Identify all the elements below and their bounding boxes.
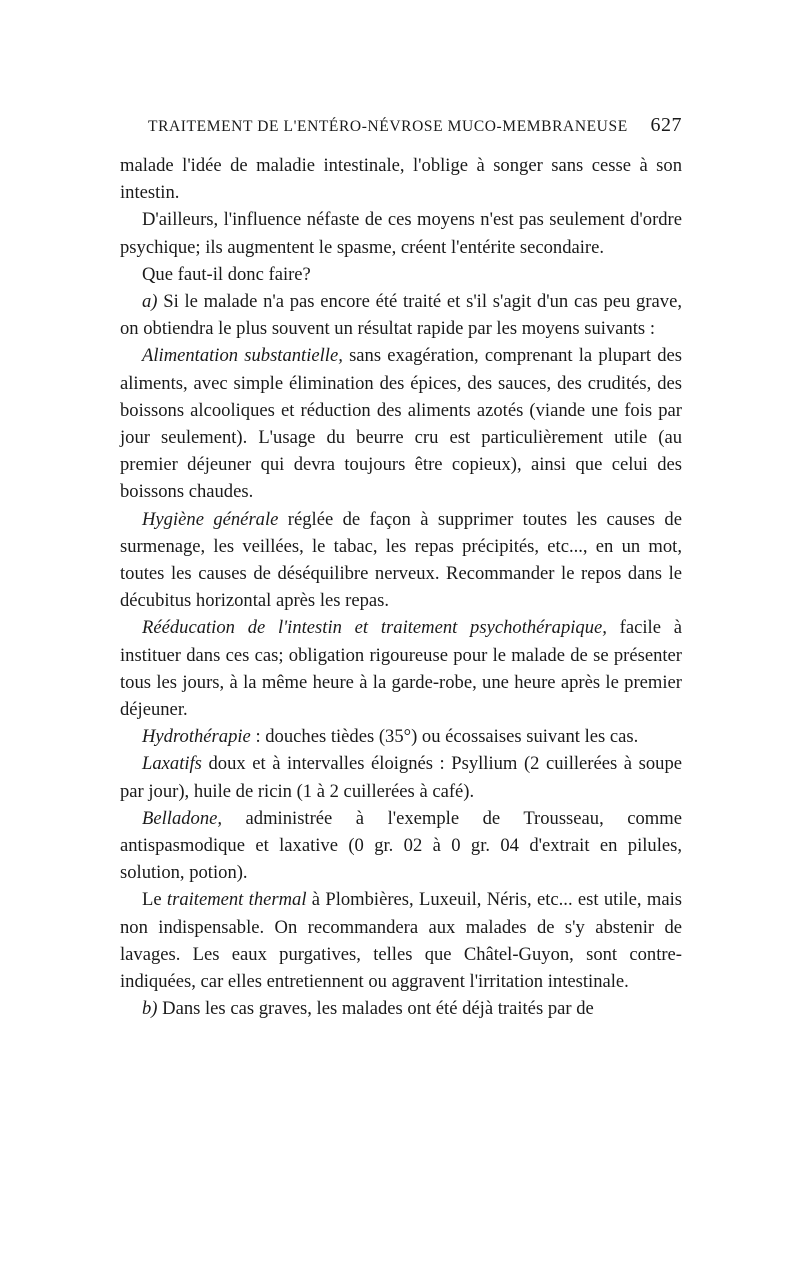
belladone-heading: Belladone, [142,807,223,829]
paragraph-ailleurs: D'ailleurs, l'influence néfaste de ces moyens n'est pas seulement d'ordre psychique; ils augmentent le spasme, créent l'entérite secondaire. [120,209,682,258]
paragraph-question: Que faut-il donc faire? [142,263,311,285]
paragraph-hygiene: Hygiène générale réglée de façon à supprimer toutes les causes de surmenage, les veillées, le tabac, les repas précipités, etc..., en un mot, toutes les causes de déséquilibre nerveux. Recommander le repos dans le décubitus horizontal après les repas. [120,508,682,612]
running-head: TRAITEMENT DE L'ENTÉRO-NÉVROSE MUCO-MEMBRANEUSE [148,118,628,135]
paragraph-traitement-thermal: Le traitement thermal à Plombières, Luxeuil, Néris, etc... est utile, mais non indispensable. On recommandera aux malades de s'y abstenir de lavages. Les eaux purgatives, telles que Châtel-Guyon, sont contre-indiquées, car elles entretiennent ou aggravent l'irritation intestinale. [120,889,682,993]
traitement-thermal-heading: traitement thermal [166,889,307,911]
alimentation-heading: Alimentation substantielle, [142,345,343,367]
paragraph-belladone: Belladone, administrée à l'exemple de Trousseau, comme antispasmodique et laxative (0 gr. 02 à 0 gr. 04 d'extrait en pilules, solution, potion). [120,807,682,884]
paragraph-case-b: b) Dans les cas graves, les malades ont été déjà traités par de [142,998,594,1020]
paragraph-reeducation: Rééducation de l'intestin et traitement psychothérapique, facile à instituer dans ces cas; obligation rigoureuse pour le malade de se présenter tous les jours, à la même heure à la garde-robe, une heure après le premier déjeuner. [120,617,682,721]
paragraph-laxatifs: Laxatifs doux et à intervalles éloignés : Psyllium (2 cuillerées à soupe par jour), huile de ricin (1 à 2 cuillerées à café). [120,753,682,802]
hygiene-heading: Hygiène générale [142,508,279,530]
paragraph-continuation: malade l'idée de maladie intestinale, l'oblige à songer sans cesse à son intestin. [120,155,682,204]
paragraph-alimentation: Alimentation substantielle, sans exagération, comprenant la plupart des aliments, avec simple élimination des épices, des sauces, des crudités, des boissons alcooliques et réduction des aliments azotés (viande une fois par jour seulement). L'usage du beurre cru est particulièrement utile (au premier déjeuner qui devra toujours être copieux), ainsi que celui des boissons chaudes. [120,345,682,503]
case-b-marker: b) [142,998,158,1020]
hydrotherapie-heading: Hydrothérapie [142,726,251,748]
case-a-marker: a) [142,291,158,313]
page-number: 627 [650,114,682,136]
paragraph-case-a: a) Si le malade n'a pas encore été traité et s'il s'agit d'un cas peu grave, on obtiendra le plus souvent un résultat rapide par les moyens suivants : [120,291,682,340]
page-header [120,114,682,142]
body-text [120,152,682,1023]
reeducation-heading: Rééducation de l'intestin et traitement psychothérapique, [142,617,607,639]
laxatifs-heading: Laxatifs [142,753,202,775]
paragraph-hydrotherapie: Hydrothérapie : douches tièdes (35°) ou écossaises suivant les cas. [142,726,639,748]
